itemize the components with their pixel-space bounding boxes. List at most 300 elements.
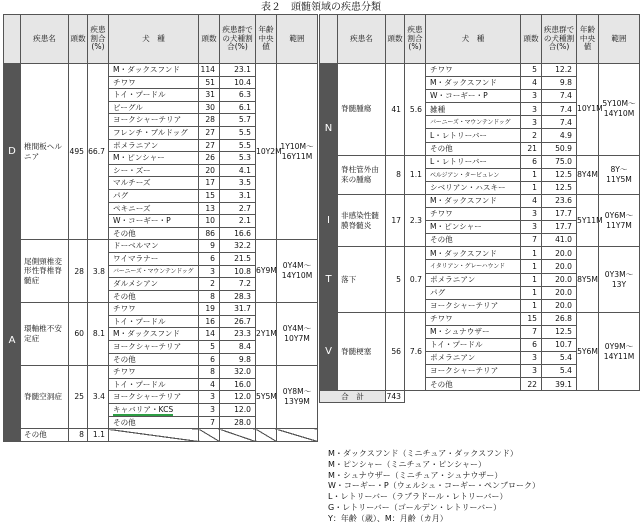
breed-name [109, 378, 199, 391]
breed-name [109, 303, 199, 316]
breed-label: M・ダックスフンド [430, 78, 497, 88]
breed-count: 7 [521, 234, 542, 247]
breed-count: 6 [521, 155, 542, 168]
breed-count: 8 [199, 366, 220, 379]
breed-count: 1 [521, 247, 542, 260]
disease-count: 28 [69, 240, 88, 303]
legend-line: W・コーギー・P（ウェルシュ・コーギー・ペンブローク） [328, 481, 541, 491]
total-label: 合 計 [320, 391, 386, 403]
breed-ratio: 3.5 [220, 177, 256, 190]
breed-count: 15 [521, 312, 542, 325]
breed-count: 13 [199, 202, 220, 215]
breed-count: 1 [521, 286, 542, 299]
breed-count: 5 [521, 64, 542, 77]
breed-label: 雑種 [430, 104, 446, 114]
disease-ratio-header: 疾患割合(%) [405, 15, 426, 64]
breed-count: 3 [521, 90, 542, 103]
disease-ratio-header: 疾患割合(%) [88, 15, 109, 64]
breed-count: 86 [199, 227, 220, 240]
table-row [320, 312, 640, 325]
breed-name [426, 155, 521, 168]
breed-name-empty [109, 429, 199, 442]
breed-label: チワワ [113, 367, 136, 377]
breed-ratio: 12.5 [542, 181, 577, 194]
breed-label: パグ [430, 287, 446, 297]
breed-name [109, 240, 199, 253]
breed-label: ビーグル [113, 102, 143, 112]
breed-ratio: 20.0 [542, 247, 577, 260]
breed-count: 1 [521, 260, 542, 273]
breed-label: W・コーギー・P [430, 91, 488, 101]
breed-ratio: 12.2 [542, 64, 577, 77]
table-row [320, 155, 640, 168]
breed-count: 4 [521, 77, 542, 90]
breed-label: その他 [113, 228, 136, 238]
group-label-cell: T [320, 247, 338, 312]
breed-ratio: 5.5 [220, 139, 256, 152]
breed-label: チワワ [430, 314, 453, 324]
disease-count: 60 [69, 303, 88, 366]
breed-ratio: 16.0 [220, 378, 256, 391]
age-range: 0Y4M〜10Y7M [277, 303, 318, 366]
breed-count: 27 [199, 139, 220, 152]
disease-ratio: 3.8 [88, 240, 109, 303]
breed-count: 51 [199, 76, 220, 89]
breed-ratio: 50.9 [542, 142, 577, 155]
breed-name [109, 353, 199, 366]
breed-name [426, 221, 521, 234]
breed-count-header: 頭数 [199, 15, 220, 64]
breed-ratio: 7.2 [220, 278, 256, 291]
breed-ratio: 5.5 [220, 126, 256, 139]
breed-ratio: 6.1 [220, 101, 256, 114]
legend-line: M・ピンシャー（ミニチュア・ピンシャー） [328, 459, 486, 469]
age-range: 0Y3M〜13Y [599, 247, 640, 312]
breed-name [426, 208, 521, 221]
breed-name [109, 177, 199, 190]
breed-ratio: 9.8 [220, 353, 256, 366]
breed-label: チワワ [113, 304, 136, 314]
breed-label: その他 [113, 354, 136, 364]
breed-ratio: 10.8 [220, 265, 256, 278]
breed-ratio-header: 疾患群での犬種割合(%) [542, 15, 577, 64]
disease-count: 41 [386, 64, 405, 156]
breed-name [426, 325, 521, 338]
disease-name: 非感染性髄膜脊髄炎 [338, 194, 386, 246]
breed-count: 6 [199, 252, 220, 265]
breed-ratio: 4.1 [220, 164, 256, 177]
median-age: 10Y2M [256, 64, 277, 240]
breed-count-empty [199, 429, 220, 442]
breed-name [426, 299, 521, 312]
breed-label: パグ [113, 190, 129, 200]
breed-name [109, 152, 199, 165]
breed-label: チワワ [430, 209, 453, 219]
breed-count: 6 [521, 338, 542, 351]
disease-name: 環軸椎不安定症 [21, 303, 69, 366]
breed-name [109, 126, 199, 139]
breed-ratio: 23.1 [220, 64, 256, 77]
table-caption: 表２ 頭髄領域の疾患分類 [261, 2, 381, 13]
breed-ratio: 12.5 [542, 325, 577, 338]
breed-label: ペキニーズ [113, 203, 151, 213]
breed-count: 9 [199, 240, 220, 253]
disease-count: 56 [386, 312, 405, 391]
median-age-header: 年齢中央値 [577, 15, 599, 64]
breed-ratio: 32.0 [220, 366, 256, 379]
disease-header: 疾患名 [21, 15, 69, 64]
breed-count: 10 [199, 215, 220, 228]
breed-name [426, 260, 521, 273]
age-range: 8Y〜11Y5M [599, 155, 640, 194]
breed-count: 3 [521, 103, 542, 116]
breed-name [426, 234, 521, 247]
breed-name [426, 338, 521, 351]
breed-count: 28 [199, 114, 220, 127]
age-range-empty [277, 429, 318, 442]
breed-label: シベリアン・ハスキー [430, 183, 506, 193]
breed-header: 犬 種 [109, 15, 199, 64]
breed-name [109, 89, 199, 102]
disease-ratio: 1.1 [405, 155, 426, 194]
breed-ratio: 20.0 [542, 286, 577, 299]
breed-ratio: 26.7 [220, 315, 256, 328]
breed-ratio: 20.0 [542, 299, 577, 312]
disease-ratio: 3.4 [88, 366, 109, 429]
breed-ratio: 75.0 [542, 155, 577, 168]
total-row [320, 391, 640, 403]
disease-ratio: 0.7 [405, 247, 426, 312]
breed-ratio: 23.6 [542, 194, 577, 207]
breed-ratio-header: 疾患群での犬種割合(%) [220, 15, 256, 64]
disease-name: 椎間板ヘルニア [21, 64, 69, 240]
breed-name [426, 90, 521, 103]
disease-ratio: 7.6 [405, 312, 426, 391]
breed-count: 17 [199, 177, 220, 190]
breed-ratio: 9.8 [542, 77, 577, 90]
median-age: 2Y1M [256, 303, 277, 366]
disease-name: 脊髄腫瘍 [338, 64, 386, 156]
breed-label: バーニーズ・マウンテンドッグ [113, 268, 194, 276]
breed-label: チワワ [430, 65, 453, 75]
breed-label: その他 [430, 379, 453, 389]
breed-ratio: 12.5 [542, 168, 577, 181]
breed-label: ヨークシャーテリア [113, 392, 182, 402]
breed-name [109, 315, 199, 328]
breed-count: 1 [521, 181, 542, 194]
breed-ratio: 3.1 [220, 189, 256, 202]
median-age: 10Y1M [577, 64, 599, 156]
breed-label: ヨークシャーテリア [430, 300, 499, 310]
breed-ratio: 2.7 [220, 202, 256, 215]
breed-ratio: 7.4 [542, 103, 577, 116]
breed-ratio: 23.3 [220, 328, 256, 341]
breed-ratio: 39.1 [542, 378, 577, 391]
breed-count: 3 [521, 365, 542, 378]
breed-name [109, 76, 199, 89]
breed-name [426, 247, 521, 260]
disease-ratio: 8.1 [88, 303, 109, 366]
breed-count-header: 頭数 [521, 15, 542, 64]
breed-count: 3 [521, 352, 542, 365]
range-header: 範囲 [599, 15, 640, 64]
breed-name [109, 114, 199, 127]
breed-label: その他 [113, 291, 136, 301]
breed-label: その他 [430, 143, 453, 153]
median-age-header: 年齢中央値 [256, 15, 277, 64]
breed-ratio: 20.0 [542, 273, 577, 286]
breed-count: 4 [199, 378, 220, 391]
breed-name [109, 328, 199, 341]
breed-label: ポメラニアン [430, 274, 476, 284]
breed-ratio: 5.4 [542, 365, 577, 378]
legend-line: L・レトリーバー（ラブラドール・レトリーバー） [328, 492, 508, 502]
breed-label: ワイマラナー [113, 253, 159, 263]
median-age-empty [256, 429, 277, 442]
breed-ratio: 28.0 [220, 416, 256, 429]
breed-name [109, 64, 199, 77]
group-label-cell: D [4, 64, 21, 240]
breed-name [109, 404, 199, 417]
median-age: 5Y5M [256, 366, 277, 429]
breed-ratio: 16.6 [220, 227, 256, 240]
breed-ratio: 41.0 [542, 234, 577, 247]
breed-name [109, 366, 199, 379]
breed-count: 3 [199, 265, 220, 278]
breed-count: 16 [199, 315, 220, 328]
age-range: 0Y9M〜14Y11M [599, 312, 640, 391]
breed-count: 22 [521, 378, 542, 391]
group-header [4, 15, 21, 64]
count-header: 頭数 [69, 15, 88, 64]
breed-ratio: 12.0 [220, 404, 256, 417]
breed-label: L・レトリーバー [430, 130, 488, 140]
table-row-other [4, 429, 318, 442]
breed-name [426, 168, 521, 181]
breed-count: 1 [521, 168, 542, 181]
breed-count: 30 [199, 101, 220, 114]
range-header: 範囲 [277, 15, 318, 64]
breed-name [109, 164, 199, 177]
breed-count: 2 [521, 129, 542, 142]
breed-header: 犬 種 [426, 15, 521, 64]
breed-name [426, 352, 521, 365]
median-age: 5Y6M [577, 312, 599, 391]
disease-count: 495 [69, 64, 88, 240]
breed-label: チワワ [113, 77, 136, 87]
breed-label: W・コーギー・P [113, 216, 171, 226]
breed-ratio: 4.9 [542, 129, 577, 142]
breed-label: トイ・プードル [430, 340, 483, 350]
breed-ratio: 20.0 [542, 260, 577, 273]
breed-ratio: 7.4 [542, 90, 577, 103]
breed-count: 2 [199, 278, 220, 291]
breed-ratio: 28.3 [220, 290, 256, 303]
count-header: 頭数 [386, 15, 405, 64]
breed-label: キャバリア・KCS [113, 405, 174, 415]
median-age: 8Y5M [577, 247, 599, 312]
breed-label: トイ・プードル [113, 316, 166, 326]
breed-name [426, 273, 521, 286]
breed-label: バーニーズ・マウンテンドッグ [430, 119, 511, 127]
breed-name [426, 129, 521, 142]
breed-ratio-empty [220, 429, 256, 442]
breed-label: フレンチ・ブルドッグ [113, 127, 188, 137]
disease-ratio: 1.1 [88, 429, 109, 442]
group-label-cell: I [320, 194, 338, 246]
breed-label: M・ピンシャー [113, 153, 165, 163]
disease-count: 8 [386, 155, 405, 194]
disease-name: 脊髄梗塞 [338, 312, 386, 391]
breed-name [426, 312, 521, 325]
breed-name [109, 227, 199, 240]
age-range: 0Y4M〜14Y10M [277, 240, 318, 303]
group-label-cell: V [320, 312, 338, 391]
breed-ratio: 5.4 [542, 352, 577, 365]
group-header [320, 15, 338, 64]
disease-name: 尾側頸椎変形性脊椎脊髄症 [21, 240, 69, 303]
breed-label: M・シュナウザー [430, 327, 490, 337]
breed-name [426, 181, 521, 194]
breed-label: その他 [430, 235, 453, 245]
breed-name [109, 215, 199, 228]
breed-ratio: 7.4 [542, 116, 577, 129]
breed-name [426, 142, 521, 155]
disease-name: その他 [21, 429, 69, 442]
breed-name [109, 391, 199, 404]
table-row [4, 240, 318, 253]
breed-label: イタリアン・グレーハウンド [430, 263, 505, 271]
breed-count: 20 [199, 164, 220, 177]
breed-name [109, 189, 199, 202]
age-range: 0Y6M〜11Y7M [599, 194, 640, 246]
breed-label: M・ダックスフンド [430, 196, 497, 206]
breed-name [426, 64, 521, 77]
breed-label: シー・ズー [113, 165, 151, 175]
breed-label: ポメラニアン [430, 353, 476, 363]
age-range: 1Y10M〜16Y11M [277, 64, 318, 240]
breed-ratio: 32.2 [220, 240, 256, 253]
total-blank [405, 391, 640, 403]
breed-name [109, 139, 199, 152]
table-row [4, 64, 318, 77]
total-value: 743 [386, 391, 405, 403]
group-label-cell: N [320, 64, 338, 195]
breed-label: L・レトリーバー [430, 156, 488, 166]
breed-label: トイ・プードル [113, 379, 166, 389]
breed-ratio: 10.7 [542, 338, 577, 351]
breed-count: 7 [199, 416, 220, 429]
breed-ratio: 17.7 [542, 208, 577, 221]
breed-name [426, 286, 521, 299]
breed-name [109, 416, 199, 429]
table-row [320, 64, 640, 77]
breed-name [426, 77, 521, 90]
disease-count: 5 [386, 247, 405, 312]
right-table [319, 14, 640, 403]
median-age: 5Y11M [577, 194, 599, 246]
breed-name [109, 341, 199, 354]
breed-count: 3 [199, 404, 220, 417]
median-age: 8Y4M [577, 155, 599, 194]
left-table [3, 14, 318, 442]
breed-count: 114 [199, 64, 220, 77]
breed-name [109, 202, 199, 215]
breed-ratio: 26.8 [542, 312, 577, 325]
breed-count: 14 [199, 328, 220, 341]
breed-ratio: 5.3 [220, 152, 256, 165]
breed-count: 26 [199, 152, 220, 165]
breed-label: ベルジアン・タービュレン [430, 171, 500, 179]
disease-name: 脊柱管外由来の腫瘍 [338, 155, 386, 194]
breed-count: 3 [521, 116, 542, 129]
breed-count: 7 [521, 325, 542, 338]
legend-line: G・レトリーバー（ゴールデン・レトリーバー） [328, 502, 502, 512]
breed-ratio: 6.3 [220, 89, 256, 102]
breed-label: M・ピンシャー [430, 222, 482, 232]
breed-count: 21 [521, 142, 542, 155]
legend-line: Y：年齢（歳）、M：月齢（カ月） [328, 513, 448, 523]
table-row [320, 247, 640, 260]
breed-ratio: 17.7 [542, 221, 577, 234]
breed-label: M・ダックスフンド [113, 329, 180, 339]
breed-name [426, 365, 521, 378]
disease-header: 疾患名 [338, 15, 386, 64]
breed-name [109, 101, 199, 114]
breed-name [426, 103, 521, 116]
disease-name: 落下 [338, 247, 386, 312]
median-age: 6Y9M [256, 240, 277, 303]
breed-ratio: 21.5 [220, 252, 256, 265]
breed-count: 1 [521, 299, 542, 312]
age-range: 0Y8M〜13Y9M [277, 366, 318, 429]
breed-count: 3 [521, 221, 542, 234]
breed-name [109, 290, 199, 303]
breed-count: 31 [199, 89, 220, 102]
disease-ratio: 66.7 [88, 64, 109, 240]
abbreviation-legend [328, 449, 640, 525]
breed-ratio: 8.4 [220, 341, 256, 354]
breed-ratio: 5.7 [220, 114, 256, 127]
breed-count: 15 [199, 189, 220, 202]
breed-label: ポメラニアン [113, 140, 159, 150]
table-row [4, 303, 318, 316]
breed-label: ヨークシャーテリア [113, 342, 182, 352]
breed-ratio: 31.7 [220, 303, 256, 316]
breed-name [426, 116, 521, 129]
breed-name [426, 194, 521, 207]
breed-label: M・ダックスフンド [430, 248, 497, 258]
breed-label: ヨークシャーテリア [113, 115, 182, 125]
breed-label: M・ダックスフンド [113, 65, 180, 74]
breed-name [109, 265, 199, 278]
disease-count: 17 [386, 194, 405, 246]
breed-ratio: 2.1 [220, 215, 256, 228]
breed-label: マルチーズ [113, 178, 151, 188]
legend-line: M・ダックスフンド（ミニチュア・ダックスフンド） [328, 449, 518, 458]
disease-ratio: 5.6 [405, 64, 426, 156]
breed-label: ダルメシアン [113, 279, 159, 289]
disease-name: 脊髄空洞症 [21, 366, 69, 429]
breed-count: 19 [199, 303, 220, 316]
breed-count: 6 [199, 353, 220, 366]
breed-count: 5 [199, 341, 220, 354]
disease-ratio: 2.3 [405, 194, 426, 246]
breed-ratio: 10.4 [220, 76, 256, 89]
table-row [320, 194, 640, 207]
breed-label: トイ・プードル [113, 90, 166, 100]
group-label-cell: A [4, 240, 21, 442]
